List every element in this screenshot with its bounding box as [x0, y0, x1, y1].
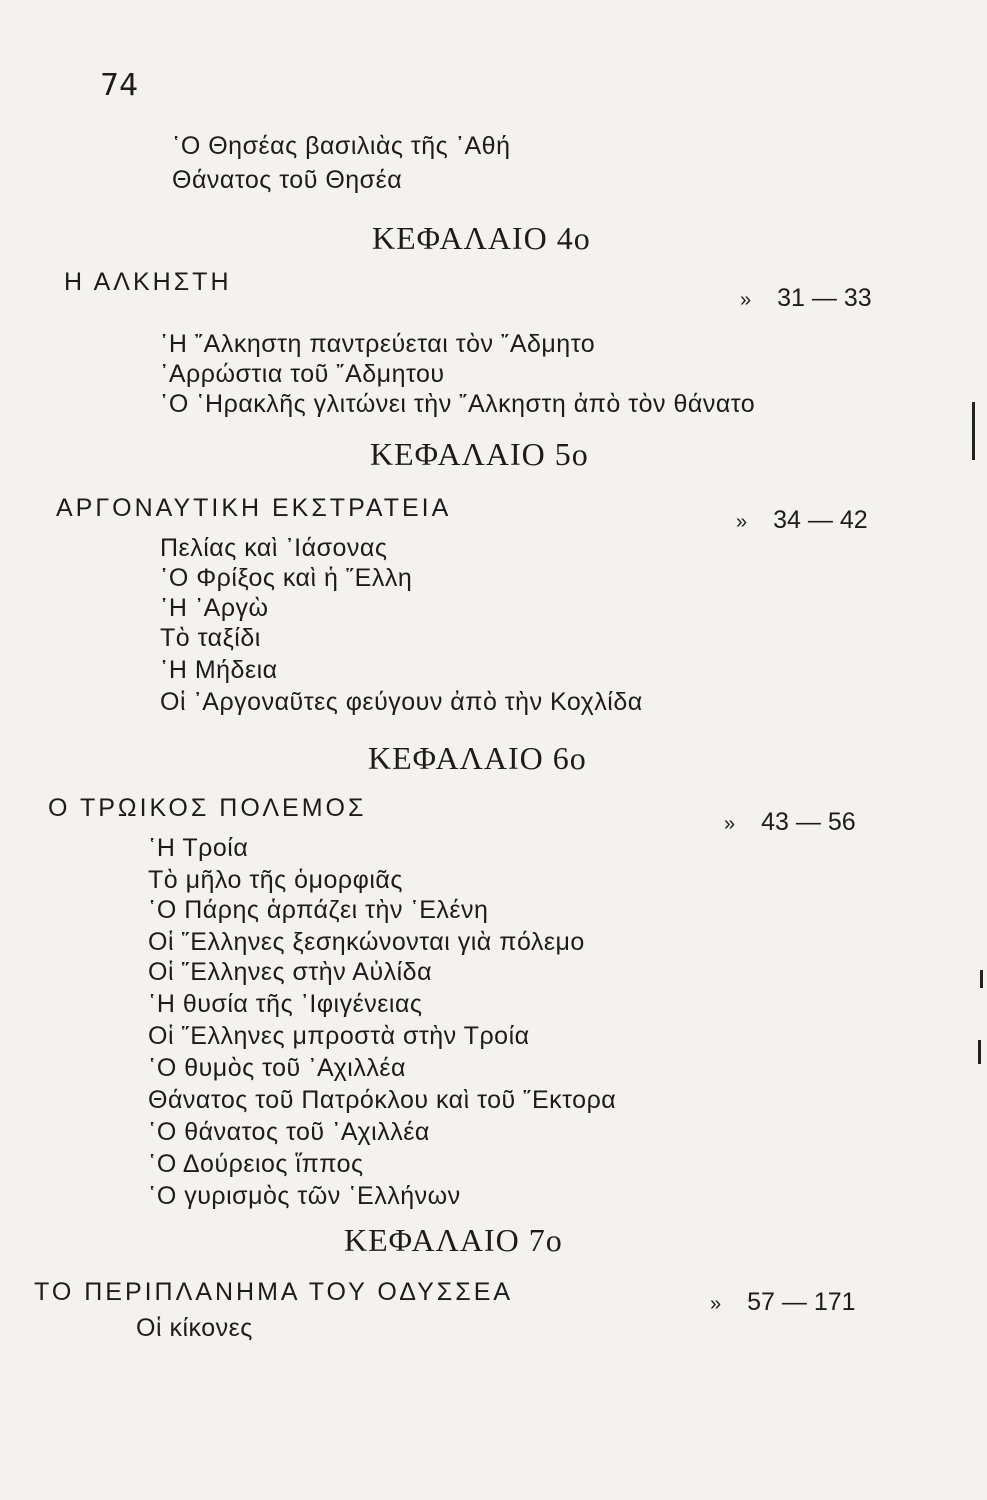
toc-item: ῾Η ῎Αλκηστη παντρεύεται τὸν ῎Αδμητο: [160, 330, 596, 358]
page-range-value: 31 — 33: [777, 284, 872, 312]
toc-item: Οἱ ῞Ελληνες στὴν Αὐλίδα: [148, 958, 433, 986]
toc-item: Οἱ ῞Ελληνες ξεσηκώνονται γιὰ πόλεμο: [148, 928, 585, 956]
toc-item: Πελίας καὶ ᾿Ιάσονας: [160, 534, 388, 562]
toc-item: Θάνατος τοῦ Πατρόκλου καὶ τοῦ ῞Εκτορα: [148, 1086, 617, 1114]
page-range-marker: »: [710, 1293, 722, 1315]
toc-item: Τὸ μῆλο τῆς ὁμορφιᾶς: [148, 866, 403, 894]
page-range: [724, 808, 856, 837]
chapter-title: Η ΑΛΚΗΣΤΗ: [64, 268, 232, 296]
toc-item: ῾Ο Δούρειος ἵππος: [148, 1150, 364, 1178]
page-range: [740, 284, 872, 313]
toc-item: ῾Η Τροία: [148, 834, 249, 862]
page-range-marker: »: [740, 289, 752, 311]
page-range-value: 34 — 42: [773, 506, 868, 534]
page-range-marker: »: [736, 511, 748, 533]
page-number: 74: [100, 68, 139, 103]
chapter-heading: ΚΕΦΑΛΑΙΟ 5ο: [370, 436, 589, 472]
toc-item: ῾Η ᾿Αργὼ: [160, 594, 269, 622]
binding-mark: [980, 970, 983, 988]
toc-item: ᾿Αρρώστια τοῦ ῎Αδμητου: [160, 360, 445, 388]
toc-item: ῾Ο Πάρης ἁρπάζει τὴν ῾Ελένη: [148, 896, 489, 924]
chapter-title: ΑΡΓΟΝΑΥΤΙΚΗ ΕΚΣΤΡΑΤΕΙΑ: [56, 494, 452, 522]
toc-item: Οἱ κίκονες: [136, 1314, 253, 1342]
toc-item: ῾Η θυσία τῆς ᾿Ιφιγένειας: [148, 990, 423, 1018]
page-range: [710, 1288, 856, 1317]
page-range-value: 43 — 56: [761, 808, 856, 836]
toc-item: ῾Ο θάνατος τοῦ ᾿Αχιλλέα: [148, 1118, 430, 1146]
toc-item: Τὸ ταξίδι: [160, 624, 261, 652]
chapter-title: ΤΟ ΠΕΡΙΠΛΑΝΗΜΑ ΤΟΥ ΟΔΥΣΣΕΑ: [34, 1278, 514, 1306]
page-range-value: 57 — 171: [747, 1288, 856, 1316]
toc-item: ῾Ο Θησέας βασιλιὰς τῆς ᾿Αθή: [172, 132, 511, 160]
page-range-marker: »: [724, 813, 736, 835]
chapter-heading: ΚΕΦΑΛΑΙΟ 6ο: [368, 740, 587, 776]
toc-item: Θάνατος τοῦ Θησέα: [172, 166, 403, 194]
chapter-heading: ΚΕΦΑΛΑΙΟ 7ο: [344, 1222, 563, 1258]
toc-item: ῾Ο γυρισμὸς τῶν ῾Ελλήνων: [148, 1182, 461, 1210]
page-range: [736, 506, 868, 535]
toc-item: ῾Ο Φρίξος καὶ ἡ ῞Ελλη: [160, 564, 413, 592]
toc-item: ῾Ο ῾Ηρακλῆς γλιτώνει τὴν ῎Αλκηστη ἀπὸ τὸν θάνατο: [160, 390, 756, 418]
toc-item: Οἱ ᾿Αργοναῦτες φεύγουν ἀπὸ τὴν Κοχλίδα: [160, 688, 643, 716]
chapter-heading: ΚΕΦΑΛΑΙΟ 4ο: [372, 220, 591, 256]
binding-mark: [972, 402, 975, 460]
toc-item: Οἱ ῞Ελληνες μπροστὰ στὴν Τροία: [148, 1022, 530, 1050]
toc-item: ῾Ο θυμὸς τοῦ ᾿Αχιλλέα: [148, 1054, 406, 1082]
toc-item: ῾Η Μήδεια: [160, 656, 278, 684]
binding-mark: [978, 1040, 981, 1064]
chapter-title: Ο ΤΡΩΙΚΟΣ ΠΟΛΕΜΟΣ: [48, 794, 367, 822]
